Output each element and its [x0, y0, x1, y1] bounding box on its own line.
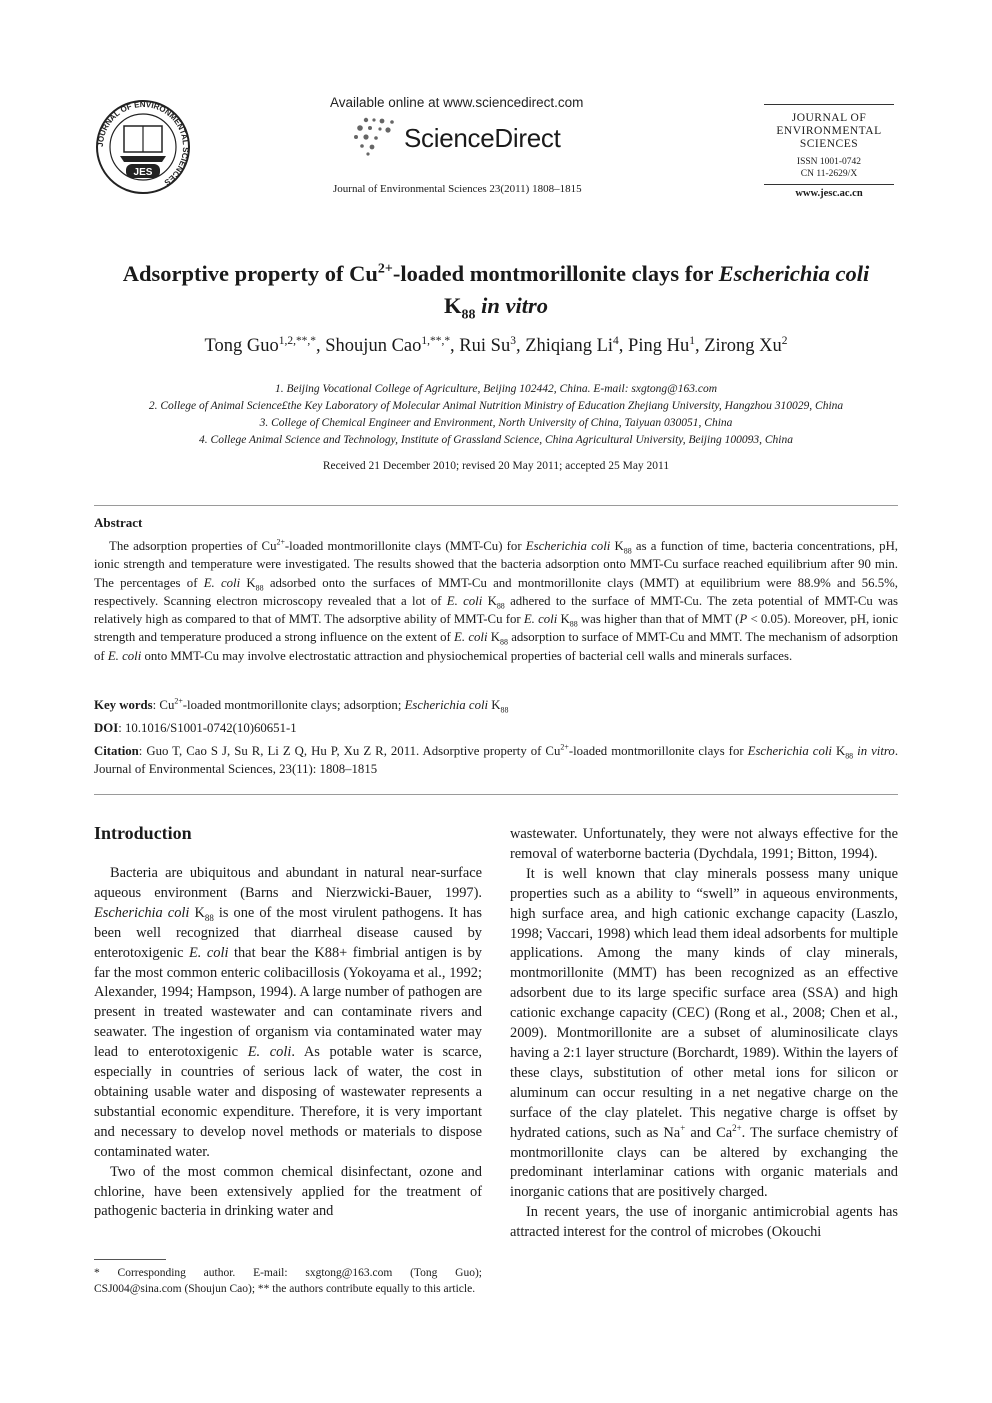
journal-masthead — [764, 104, 894, 200]
intro-paragraph-2-cont: wastewater. Unfortunately, they were not always effective for the removal of waterborne bacteria (Dychdala, 1991; Bitton, 1994). — [510, 826, 898, 862]
author-affiliation-marker: 1 — [689, 334, 695, 347]
abstract-body: The adsorption properties of $Cu^{2+}$-loaded montmorillonite clays (MMT-Cu) for Escherichia coli $K_{88}$ as a function of time, bacteria concentrations, pH, ionic strength and temperature were investigated. The results showed that the bacteria adsorption onto MMT-Cu surface reached equilibrium after 90 min. The percentages of E. coli $K_{88}$ adsorbed onto the surfaces of MMT-Cu and montmorillonite clays (MMT) at equilibrium were 88.9% and 56.5%, respectively. Scanning electron microscopy revealed that a lot of E. coli $K_{88}$ adhered to the surface of MMT-Cu. The zeta potential of MMT-Cu was relatively high as compared to that of MMT. The adsorptive ability of MMT-Cu for E. coli $K_{88}$ was higher than that of MMT (P < 0.05). Moreover, pH, ionic strength and temperature produced a strong influence on the extent of E. coli $K_{88}$ adsorption to surface of MMT-Cu and MMT. The mechanism of adsorption of E. coli onto MMT-Cu may involve electrostatic attraction and physiochemical properties of bacterial cell walls and minerals surfaces. — [94, 537, 899, 663]
sciencedirect-logo — [352, 116, 592, 156]
intro-paragraph-4: In recent years, the use of inorganic antimicrobial agents has attracted interest for the control of microbes (Okouchi — [510, 1204, 898, 1241]
masthead-url[interactable]: www.jesc.ac.cn — [795, 188, 863, 199]
logo-jes-text: JES — [133, 167, 153, 178]
doi-link[interactable]: : 10.1016/S1001-0742(10)60651-1 — [118, 721, 297, 735]
author-affiliation-marker: 4 — [613, 334, 619, 347]
affiliation-1: 1. Beijing Vocational College of Agriculture, Beijing 102442, China. E-mail: sxgtong@163.com — [274, 383, 718, 395]
author-name: Tong Guo — [204, 336, 279, 356]
divider-top — [94, 505, 898, 506]
author-name: Zirong Xu — [704, 336, 782, 356]
journal-citation: Journal of Environmental Sciences 23(2011) 1808–1815 — [333, 183, 582, 195]
jes-logo — [94, 98, 192, 196]
masthead-issn: ISSN 1001-0742 CN 11-2629/X — [796, 157, 862, 179]
sciencedirect-dots-icon — [352, 116, 404, 156]
intro-paragraph-3: It is well known that clay minerals possess many unique properties such as a ability to “swell” in aqueous environments, high surface area, and high cationic exchange capacity (Laszlo, 1998; Vaccari, 1998) which lead them ideal adsorbents for multiple applications. Among the many kinds of clay minerals, montmorillonite (MMT) has been recognized as an effective adsorbent due to its large specific surface area (SSA) and high cationic exchange capacity (CEC) (Rong et al., 2008; Chen et al., 2009). Montmorillonite are a subset of aluminosilicate clays having a 2:1 layer structure (Borchardt, 1989). Within the layers of these clays, substitution of other metal ions for silicon or aluminum can occur resulting in a net negative charge on the surface of the clay platelet. This negative charge is offset by hydrated cations, such as Na+ and $Ca^{2+}$. The surface chemistry of montmorillonite clays can be altered by exchanging the predominant interlaminar cations with organic materials and inorganic cations that are positively charged. — [510, 865, 898, 1201]
affiliation-3: 3. College of Chemical Engineer and Environment, North University of China, Taiyuan 030051, China — [259, 417, 733, 429]
author-affiliation-marker: 1,2,**,* — [278, 334, 317, 347]
received-dates: Received 21 December 2010; revised 20 May 2011; accepted 25 May 2011 — [322, 460, 670, 472]
right-column — [510, 825, 898, 1243]
logo-ring-text: JOURNAL OF ENVIRONMENTAL SCIENCES — [95, 99, 191, 188]
author-name: Ping Hu — [628, 336, 690, 356]
masthead-bottom-rule — [764, 184, 894, 185]
author-name: Shoujun Cao — [325, 336, 422, 356]
corresponding-author-footnote: * Corresponding author. E-mail: sxgtong@163.com (Tong Guo); CSJ004@sina.com (Shoujun Cao); ** the authors contribute equally to this article. — [94, 1267, 482, 1295]
divider-bottom — [94, 794, 898, 795]
intro-paragraph-1: Bacteria are ubiquitous and abundant in natural near-surface aqueous environment (Barns and Nierzwicki-Bauer, 1997). Escherichia coli $K_{88}$ is one of the most virulent pathogens. It has been well recognized that diarrheal disease caused by enterotoxigenic E. coli that bear the K88+ fimbrial antigen is by far the most common enteric colibacillosis (Yokoyama et al., 1992; Alexander, 1994; Hampson, 1994). A large number of pathogen are present in treated wastewater and can contaminate rivers and seawater. The ingestion of organism via contaminated water may lead to enterotoxigenic E. coli. As potable water is scarce, especially in countries of serious lack of water, the cost in obtaining usable water and disposing of wastewater represents a substantial economic expenditure. Therefore, it is very important and necessary to develop novel methods or materials to dispose contaminated water. — [94, 865, 482, 1160]
author-affiliation-marker: 2 — [781, 334, 788, 347]
author-affiliation-marker: 1,**,* — [421, 334, 451, 347]
author-affiliation-marker: 3 — [510, 334, 516, 347]
affiliation-2: 2. College of Animal Science£the Key Laboratory of Molecular Animal Nutrition Ministry of Education Zhejiang University, Hangzhou 310029, China — [148, 400, 844, 412]
keywords: Key words: $Cu^{2+}$-loaded montmorillonite clays; adsorption; Escherichia coli $K_{88}$ — [94, 696, 509, 715]
citation: Citation: Guo T, Cao S J, Su R, Li Z Q, Hu P, Xu Z R, 2011. Adsorptive property of $Cu^{2+}$-loaded montmorillonite clays for Escherichia coli $K_{88}$ in vitro. Journal of Environmental Sciences, 23(11): 1808–1815 — [94, 742, 899, 777]
affiliation-4: 4. College Animal Science and Technology, Institute of Grassland Science, China Agricultural University, Beijing 100093, China — [199, 434, 793, 446]
author-list: Tong Guo$^{1,2,**,*}$, Shoujun Cao$^{1,**,*}$, Rui Su$^3$, Zhiqiang Li$^4$, Ping Hu$^1$, Zirong Xu$^2$ — [204, 334, 788, 356]
doi: DOI: 10.1016/S1001-0742(10)60651-1 — [94, 721, 297, 735]
sciencedirect-wordmark: ScienceDirect — [404, 123, 561, 153]
paper-title: Adsorptive property of $Cu^{2+}$-loaded montmorillonite clays for Escherichia coli $K_{88}$ in vitro — [122, 261, 870, 323]
available-online-text: Available online at www.sciencedirect.com — [330, 95, 584, 110]
masthead-journal-name: JOURNAL OF ENVIRONMENTAL SCIENCES — [776, 112, 882, 150]
affiliations — [60, 381, 932, 449]
left-column — [94, 864, 482, 1222]
footnote-rule — [94, 1259, 166, 1260]
author-name: Rui Su — [459, 336, 511, 356]
introduction-heading: Introduction — [94, 823, 192, 843]
abstract-heading: Abstract — [94, 515, 143, 530]
intro-paragraph-2: Two of the most common chemical disinfectant, ozone and chlorine, have been extensively applied for the treatment of pathogenic bacteria in drinking water and — [94, 1163, 482, 1220]
author-name: Zhiqiang Li — [525, 336, 614, 356]
masthead-top-rule — [764, 104, 894, 105]
